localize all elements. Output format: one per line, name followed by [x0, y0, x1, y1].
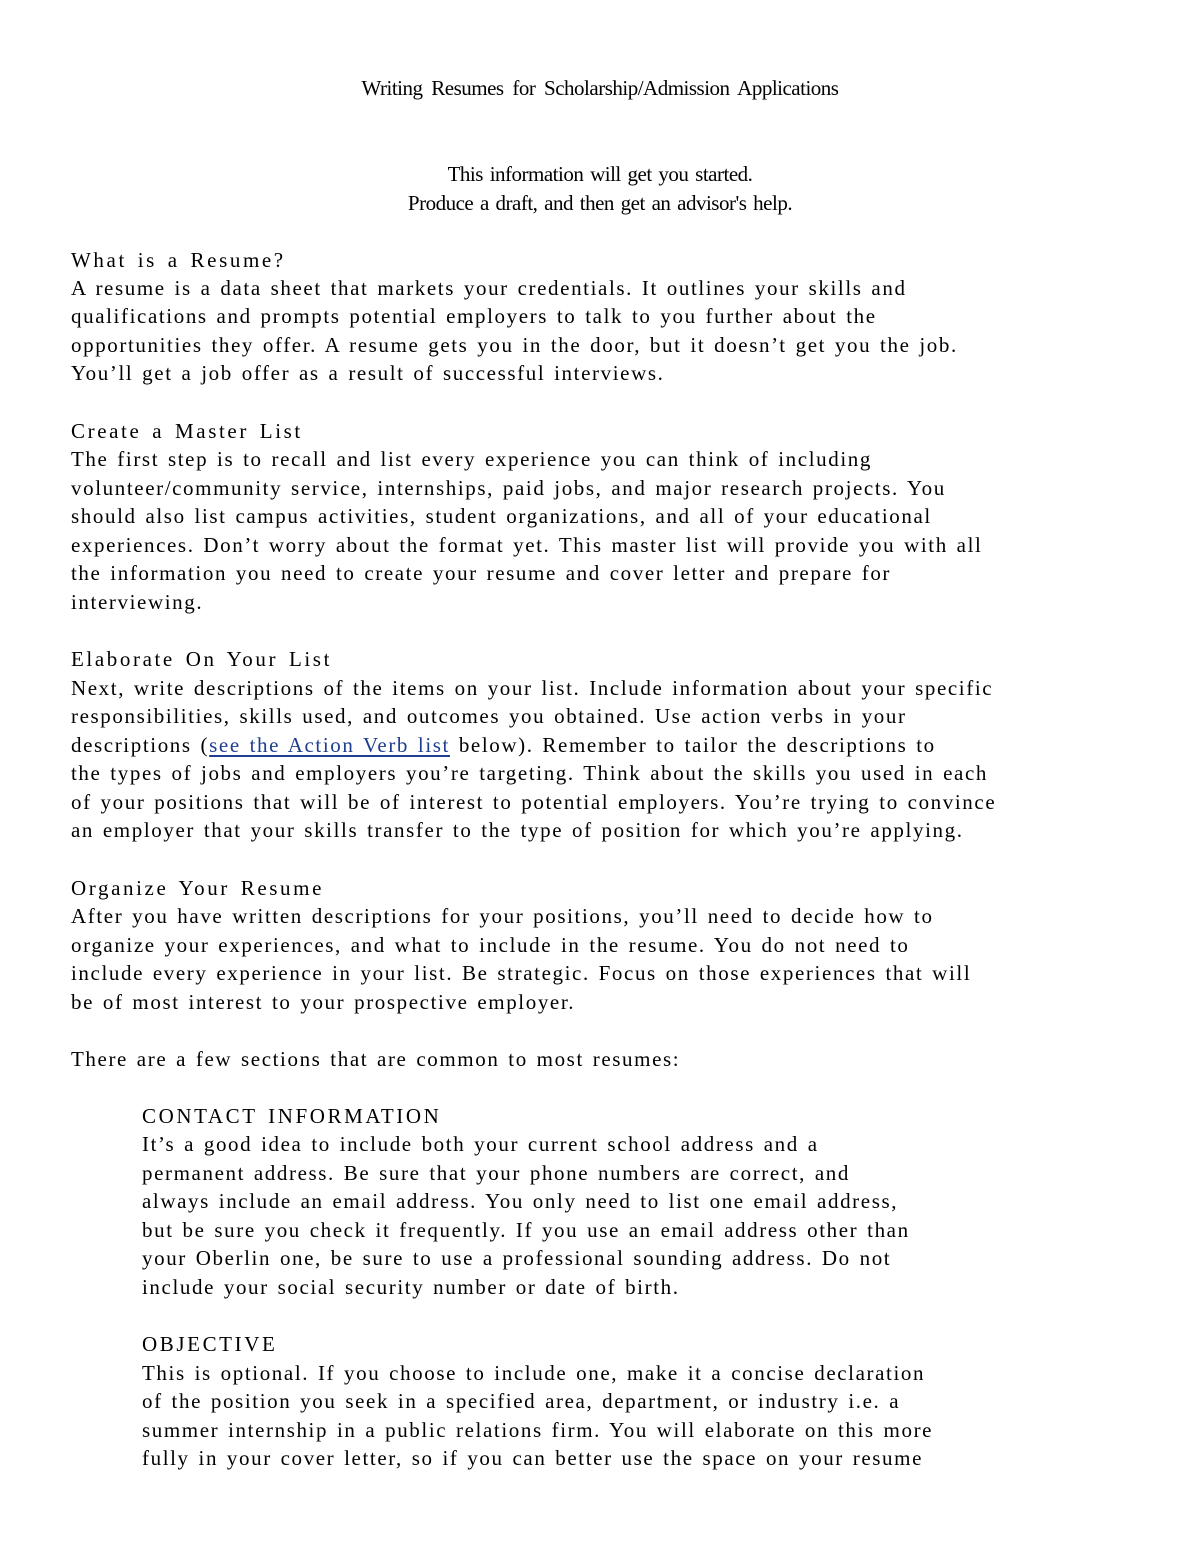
- paragraph-line: permanent address. Be sure that your phone numbers are correct, and: [142, 1161, 850, 1185]
- section-heading-elaborate: Elaborate On Your List: [71, 647, 333, 671]
- paragraph-line: opportunities they offer. A resume gets you in the door, but it doesn’t get you the job.: [71, 333, 958, 357]
- paragraph-line: responsibilities, skills used, and outcomes you obtained. Use action verbs in your: [71, 704, 907, 728]
- intro-line-2: Produce a draft, and then get an advisor's help.: [407, 191, 793, 215]
- paragraph-line: always include an email address. You only need to list one email address,: [142, 1189, 899, 1213]
- subsection-heading-contact: CONTACT INFORMATION: [142, 1104, 442, 1128]
- link-line-after: below). Remember to tailor the descriptions to: [449, 733, 936, 757]
- paragraph-line: experiences. Don’t worry about the format yet. This master list will provide you with all: [71, 533, 983, 557]
- paragraph-line: include every experience in your list. Be strategic. Focus on those experiences that will: [71, 961, 972, 985]
- paragraph-line: organize your experiences, and what to include in the resume. You do not need to: [71, 933, 910, 957]
- paragraph-line: After you have written descriptions for your positions, you’ll need to decide how to: [71, 904, 934, 928]
- paragraph-line-with-link: [71, 731, 936, 759]
- paragraph-line: an employer that your skills transfer to the type of position for which you’re applying.: [71, 818, 964, 842]
- intro-line-1: This information will get you started.: [447, 162, 753, 186]
- document-title: Writing Resumes for Scholarship/Admission Applications: [361, 76, 839, 100]
- paragraph-line: your Oberlin one, be sure to use a professional sounding address. Do not: [142, 1246, 892, 1270]
- subsection-heading-objective: OBJECTIVE: [142, 1332, 278, 1356]
- section-heading-organize: Organize Your Resume: [71, 876, 325, 900]
- paragraph-line: be of most interest to your prospective employer.: [71, 990, 576, 1014]
- paragraph-line: A resume is a data sheet that markets your credentials. It outlines your skills and: [71, 276, 907, 300]
- paragraph-line: qualifications and prompts potential employers to talk to you further about the: [71, 304, 877, 328]
- paragraph-line: Next, write descriptions of the items on your list. Include information about your specific: [71, 676, 994, 700]
- link-line-before: descriptions (: [71, 733, 210, 757]
- paragraph-line: the types of jobs and employers you’re targeting. Think about the skills you used in each: [71, 761, 988, 785]
- paragraph-line: The first step is to recall and list every experience you can think of including: [71, 447, 872, 471]
- paragraph-line: This is optional. If you choose to include one, make it a concise declaration: [142, 1361, 926, 1385]
- paragraph-line: interviewing.: [71, 590, 204, 614]
- common-sections-intro: There are a few sections that are common to most resumes:: [71, 1047, 681, 1071]
- section-heading-master-list: Create a Master List: [71, 419, 303, 443]
- paragraph-line: fully in your cover letter, so if you can better use the space on your resume: [142, 1446, 923, 1470]
- paragraph-line: of the position you seek in a specified area, department, or industry i.e. a: [142, 1389, 901, 1413]
- paragraph-line: It’s a good idea to include both your current school address and a: [142, 1132, 819, 1156]
- paragraph-line: should also list campus activities, student organizations, and all of your educational: [71, 504, 932, 528]
- action-verb-list-link[interactable]: see the Action Verb list: [209, 733, 450, 757]
- paragraph-line: of your positions that will be of interest to potential employers. You’re trying to convince: [71, 790, 997, 814]
- section-heading-what-is-resume: What is a Resume?: [71, 248, 286, 272]
- paragraph-line: include your social security number or date of birth.: [142, 1275, 680, 1299]
- paragraph-line: summer internship in a public relations firm. You will elaborate on this more: [142, 1418, 934, 1442]
- paragraph-line: but be sure you check it frequently. If you use an email address other than: [142, 1218, 910, 1242]
- paragraph-line: volunteer/community service, internships, paid jobs, and major research projects. You: [71, 476, 946, 500]
- paragraph-line: the information you need to create your resume and cover letter and prepare for: [71, 561, 892, 585]
- paragraph-line: You’ll get a job offer as a result of successful interviews.: [71, 361, 665, 385]
